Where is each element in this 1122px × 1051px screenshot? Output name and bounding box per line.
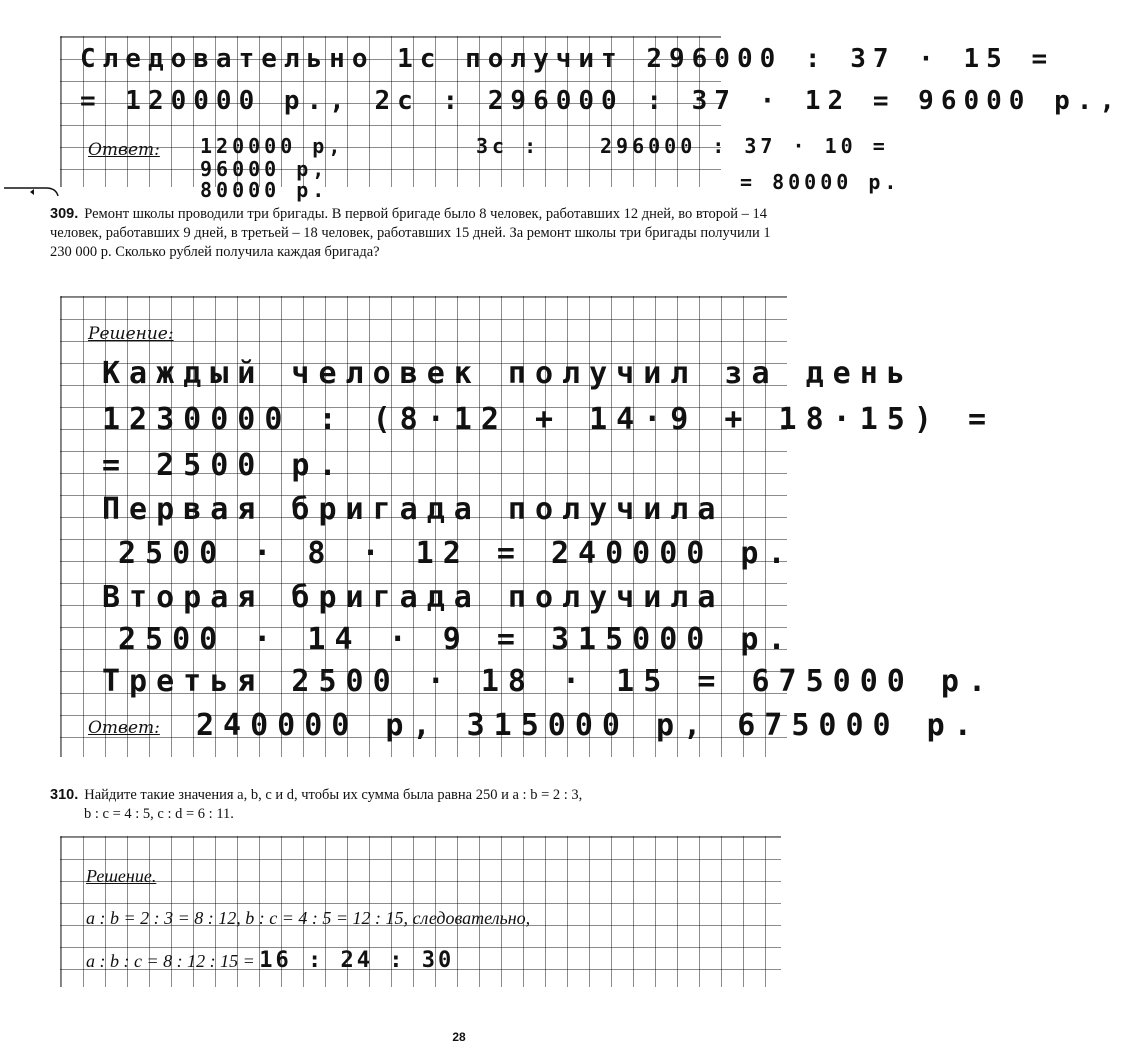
solution-310-line-2-printed: a : b : c = 8 : 12 : 15 = (86, 951, 255, 971)
page-number: 28 (452, 1030, 466, 1044)
problem-310 (50, 786, 790, 824)
top-answer-1: 120000 р, (200, 134, 345, 158)
problem-309 (50, 205, 790, 262)
solution-309-label: Решение: (88, 324, 174, 344)
problem-310-text-2: b : c = 4 : 5, c : d = 6 : 11. (84, 806, 234, 822)
solution-309-line-5: 2500 · 8 · 12 = 240000 р. (118, 536, 795, 571)
solution-309-line-7: 2500 · 14 · 9 = 315000 р. (118, 622, 795, 657)
top-line-2: = 120000 р., 2с : 296000 : 37 · 12 = 96000 р., (80, 86, 1122, 116)
top-line-1: Следовательно 1с получит 296000 : 37 · 15 = (80, 44, 1055, 74)
solution-310-line-2 (86, 948, 454, 973)
problem-309-number: 309. (50, 206, 79, 222)
solution-310-line-2-hand: 16 : 24 : 30 (259, 948, 455, 973)
solution-309-line-2: 1230000 : (8·12 + 14·9 + 18·15) = (102, 402, 996, 437)
top-answer-label: Ответ: (88, 140, 160, 160)
solution-309-line-6: Вторая бригада получила (102, 580, 725, 615)
solution-309-line-3: = 2500 р. (102, 448, 346, 483)
top-third-label: 3с : (476, 134, 541, 158)
solution-309-line-4: Первая бригада получила (102, 492, 725, 527)
solution-310-label: Решение. (86, 866, 157, 886)
problem-310-number: 310. (50, 787, 79, 803)
margin-arrow-icon (0, 186, 60, 198)
solution-309-answer-label: Ответ: (88, 718, 160, 738)
solution-309-line-8: Третья 2500 · 18 · 15 = 675000 р. (102, 664, 996, 699)
solution-309-answer: 240000 р, 315000 р, 675000 р. (196, 708, 981, 743)
top-answer-3: 80000 р. (200, 178, 329, 202)
problem-309-text: Ремонт школы проводили три бригады. В первой бригаде было 8 человек, работавших 12 дней, во второй – 14 человек, работавших 9 дней, в третьей – 18 человек, работавших 15 дней. За ремонт школы три бригады получили 1 230 000 р. Сколько рублей получила каждая бригада? (50, 206, 771, 260)
top-line-3: 296000 : 37 · 10 = (600, 134, 889, 158)
problem-310-text-1: Найдите такие значения a, b, c и d, чтобы их сумма была равна 250 и a : b = 2 : 3, (84, 787, 583, 803)
top-line-4: = 80000 р. (740, 170, 901, 194)
top-answer-2: 96000 р, (200, 157, 329, 181)
solution-310-line-1: a : b = 2 : 3 = 8 : 12, b : c = 4 : 5 = 12 : 15, следовательно, (86, 908, 531, 928)
solution-309-line-1: Каждый человек получил за день (102, 356, 914, 391)
